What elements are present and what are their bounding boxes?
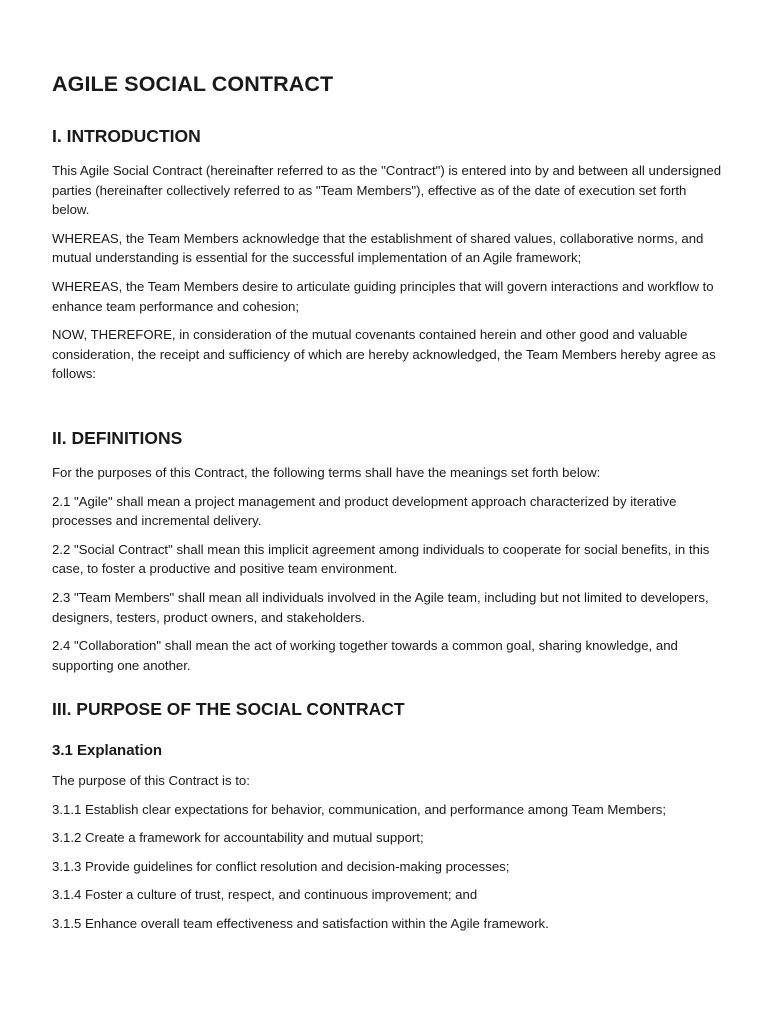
section-heading: I. INTRODUCTION bbox=[52, 126, 201, 146]
purpose-item: 3.1.1 Establish clear expectations for behavior, communication, and performance among Team Members; bbox=[52, 801, 667, 817]
purpose-item: 3.1.3 Provide guidelines for conflict resolution and decision-making processes; bbox=[52, 858, 510, 874]
paragraph: WHEREAS, the Team Members acknowledge that the establishment of shared values, collaborative norms, and mutual understanding is essential for the successful implementation of an Agile framework; bbox=[52, 230, 704, 266]
paragraph: NOW, THEREFORE, in consideration of the mutual covenants contained herein and other good and valuable consideration, the receipt and sufficiency of which are hereby acknowledged, the Team Members hereby agree as follows: bbox=[52, 327, 716, 382]
section-heading: II. DEFINITIONS bbox=[52, 428, 183, 448]
paragraph: This Agile Social Contract (hereinafter referred to as the "Contract") is entered into by and between all undersigned parties (hereinafter collectively referred to as "Team Members"), effective as of the date of execution set forth below. bbox=[52, 163, 722, 218]
purpose-item: 3.1.2 Create a framework for accountability and mutual support; bbox=[52, 830, 424, 846]
section-introduction bbox=[52, 126, 724, 393]
section-definitions bbox=[52, 428, 724, 684]
paragraph: For the purposes of this Contract, the following terms shall have the meanings set forth below: bbox=[52, 465, 601, 480]
definition-item: 2.1 "Agile" shall mean a project management and product development approach characterized by iterative processes and incremental delivery. bbox=[52, 493, 677, 529]
section-purpose bbox=[52, 699, 724, 943]
purpose-item: 3.1.4 Foster a culture of trust, respect, and continuous improvement; and bbox=[52, 887, 478, 903]
definition-item: 2.3 "Team Members" shall mean all individuals involved in the Agile team, including but not limited to developers, designers, testers, product owners, and stakeholders. bbox=[52, 589, 709, 625]
definition-item: 2.2 "Social Contract" shall mean this implicit agreement among individuals to cooperate for social benefits, in this case, to foster a productive and positive team environment. bbox=[52, 541, 710, 577]
paragraph: The purpose of this Contract is to: bbox=[52, 773, 250, 788]
document-title: AGILE SOCIAL CONTRACT bbox=[52, 72, 334, 96]
definition-item: 2.4 "Collaboration" shall mean the act of working together towards a common goal, sharing knowledge, and supporting one another. bbox=[52, 638, 678, 673]
paragraph: WHEREAS, the Team Members desire to articulate guiding principles that will govern interactions and workflow to enhance team performance and cohesion; bbox=[52, 278, 714, 314]
section-heading: III. PURPOSE OF THE SOCIAL CONTRACT bbox=[52, 699, 405, 719]
purpose-item: 3.1.5 Enhance overall team effectiveness and satisfaction within the Agile framework. bbox=[52, 915, 549, 931]
subsection-heading: 3.1 Explanation bbox=[52, 742, 163, 759]
